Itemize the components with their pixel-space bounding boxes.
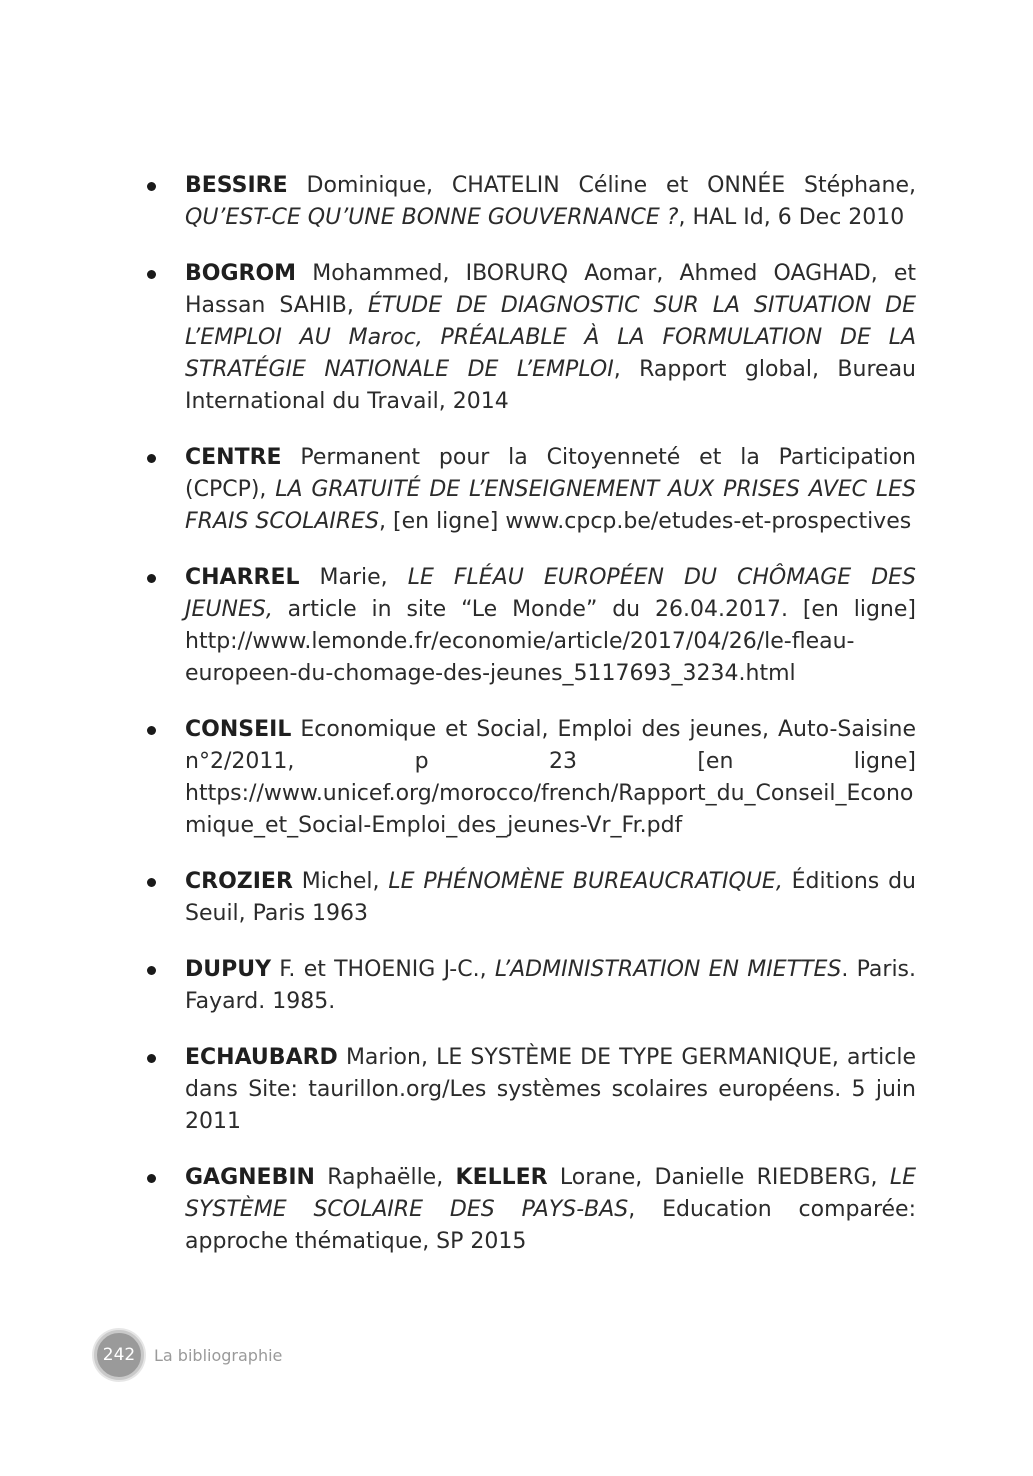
bullet-icon [147, 878, 156, 887]
entry-text: Marie, [299, 565, 408, 590]
author-name: ECHAUBARD [185, 1045, 338, 1070]
bibliography-entry [185, 258, 916, 418]
author-name: DUPUY [185, 957, 272, 982]
entry-text: Mohammed, IBORURQ Aomar, Ahmed OAGHAD, et Hassan SAHIB, [185, 261, 916, 318]
entry-text: , [en ligne] www.cpcp.be/etudes-et-prospectives [379, 509, 912, 534]
entry-text: Permanent pour la Citoyenneté et la Participation (CPCP), [185, 445, 916, 502]
bibliography-entry [185, 1042, 916, 1138]
bibliography-list [185, 170, 916, 1282]
work-title: LA GRATUITÉ DE L’ENSEIGNEMENT AUX PRISES AVEC LES FRAIS SCOLAIRES [185, 477, 916, 534]
entry-text: Michel, [292, 869, 389, 894]
bibliography-entry [185, 170, 916, 234]
page-number-badge [94, 1330, 144, 1380]
work-title: LE SYSTÈME SCOLAIRE DES PAYS-BAS [185, 1165, 916, 1222]
entry-text: F. et THOENIG J-C., [271, 957, 495, 982]
bullet-icon [147, 1054, 156, 1063]
entry-text: , HAL Id, 6 Dec 2010 [678, 205, 905, 230]
author-name: GAGNEBIN [185, 1165, 315, 1190]
bullet-icon [147, 966, 156, 975]
entry-text: Marion, LE SYSTÈME DE TYPE GERMANIQUE, article dans Site: taurillon.org/Les systèmes scolaires européens. 5 juin 2011 [185, 1045, 916, 1134]
section-label: La bibliographie [154, 1345, 283, 1365]
bibliography-entry [185, 562, 916, 690]
page-footer [94, 1331, 282, 1379]
entry-text: , Rapport global, Bureau International du Travail, 2014 [185, 357, 916, 414]
bullet-icon [147, 454, 156, 463]
entry-text: article in site “Le Monde” du 26.04.2017. [en ligne] http://www.lemonde.fr/economie/article/2017/04/26/le-fleau-europeen-du-chomage-des-jeunes_5117693_3234.html [185, 597, 916, 686]
bullet-icon [147, 726, 156, 735]
work-title: ÉTUDE DE DIAGNOSTIC SUR LA SITUATION DE L’EMPLOI AU Maroc, PRÉALABLE À LA FORMULATION DE LA STRATÉGIE NATIONALE DE L’EMPLOI [185, 293, 916, 382]
work-title: LE PHÉNOMÈNE BUREAUCRATIQUE, [388, 869, 783, 894]
work-title: QU’EST-CE QU’UNE BONNE GOUVERNANCE ? [185, 205, 679, 230]
author-name: KELLER [455, 1165, 548, 1190]
work-title: L’ADMINISTRATION EN MIETTES [494, 957, 842, 982]
work-title: LE FLÉAU EUROPÉEN DU CHÔMAGE DES JEUNES, [185, 565, 917, 622]
bullet-icon [147, 1174, 156, 1183]
entry-text: Lorane, Danielle RIEDBERG, [547, 1165, 890, 1190]
author-name: BESSIRE [185, 173, 288, 198]
bibliography-entry [185, 1162, 916, 1258]
bibliography-entry [185, 954, 916, 1018]
entry-text: . Paris. Fayard. 1985. [185, 957, 917, 1014]
bullet-icon [147, 574, 156, 583]
author-name: CHARREL [185, 565, 300, 590]
author-name: CONSEIL [185, 717, 292, 742]
entry-text: Raphaëlle, [314, 1165, 456, 1190]
bibliography-entry [185, 866, 916, 930]
bibliography-entry [185, 714, 916, 842]
entry-text: , Education comparée: approche thématique, SP 2015 [185, 1197, 917, 1254]
bullet-icon [147, 270, 156, 279]
entry-text: Economique et Social, Emploi des jeunes, Auto-Saisine n°2/2011, p 23 [en ligne] https://www.unicef.org/morocco/french/Rapport_du_Conseil_Economique_et_Social-Emploi_des_jeunes-Vr_Fr.pdf [185, 717, 916, 838]
bullet-icon [147, 182, 156, 191]
author-name: CENTRE [185, 445, 282, 470]
entry-text: Dominique, CHATELIN Céline et ONNÉE Stéphane, [287, 173, 916, 198]
bibliography-entry [185, 442, 916, 538]
author-name: CROZIER [185, 869, 293, 894]
entry-text: Éditions du Seuil, Paris 1963 [185, 869, 916, 926]
page-number: 242 [102, 1345, 136, 1365]
author-name: BOGROM [185, 261, 297, 286]
